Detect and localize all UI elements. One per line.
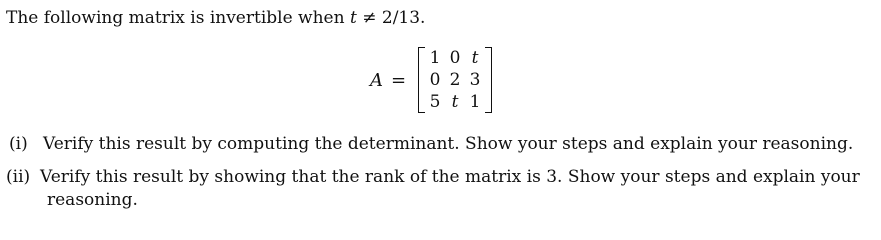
matrix-grid — [425, 47, 485, 113]
matrix — [418, 47, 492, 113]
question-2-text: Verify this result by showing that the rank of the matrix is 3. Show your steps and explain your — [40, 167, 860, 187]
matrix-cell-r3-c1: 5 — [429, 92, 441, 112]
equals-sign: = — [391, 69, 407, 91]
question-2-number: (ii) — [6, 167, 31, 187]
matrix-cell-r1-c1: 1 — [429, 48, 441, 68]
question-1-text: Verify this result by computing the determinant. Show your steps and explain your reasoning. — [43, 134, 854, 154]
matrix-cell-r2-c3: 3 — [469, 70, 481, 90]
intro-relation: ≠ — [362, 8, 377, 28]
matrix-cell-r1-c3: t — [471, 48, 479, 68]
question-1 — [9, 134, 853, 154]
right-bracket — [485, 47, 492, 113]
question-2 — [6, 167, 860, 187]
matrix-lhs — [370, 70, 406, 91]
question-2-continuation: reasoning. — [47, 190, 138, 210]
matrix-cell-r2-c1: 0 — [429, 70, 441, 90]
matrix-cell-r3-c2: t — [451, 92, 459, 112]
left-bracket — [418, 47, 425, 113]
intro-prefix: The following matrix is invertible when — [6, 8, 345, 28]
intro-variable: t — [349, 8, 357, 28]
intro-sentence — [6, 8, 425, 28]
question-1-number: (i) — [9, 134, 28, 154]
matrix-cell-r3-c3: 1 — [469, 92, 481, 112]
matrix-equation — [370, 45, 492, 115]
matrix-cell-r2-c2: 2 — [449, 70, 461, 90]
matrix-label: A — [370, 69, 383, 91]
intro-value: 2/13. — [381, 8, 426, 28]
matrix-cell-r1-c2: 0 — [449, 48, 461, 68]
